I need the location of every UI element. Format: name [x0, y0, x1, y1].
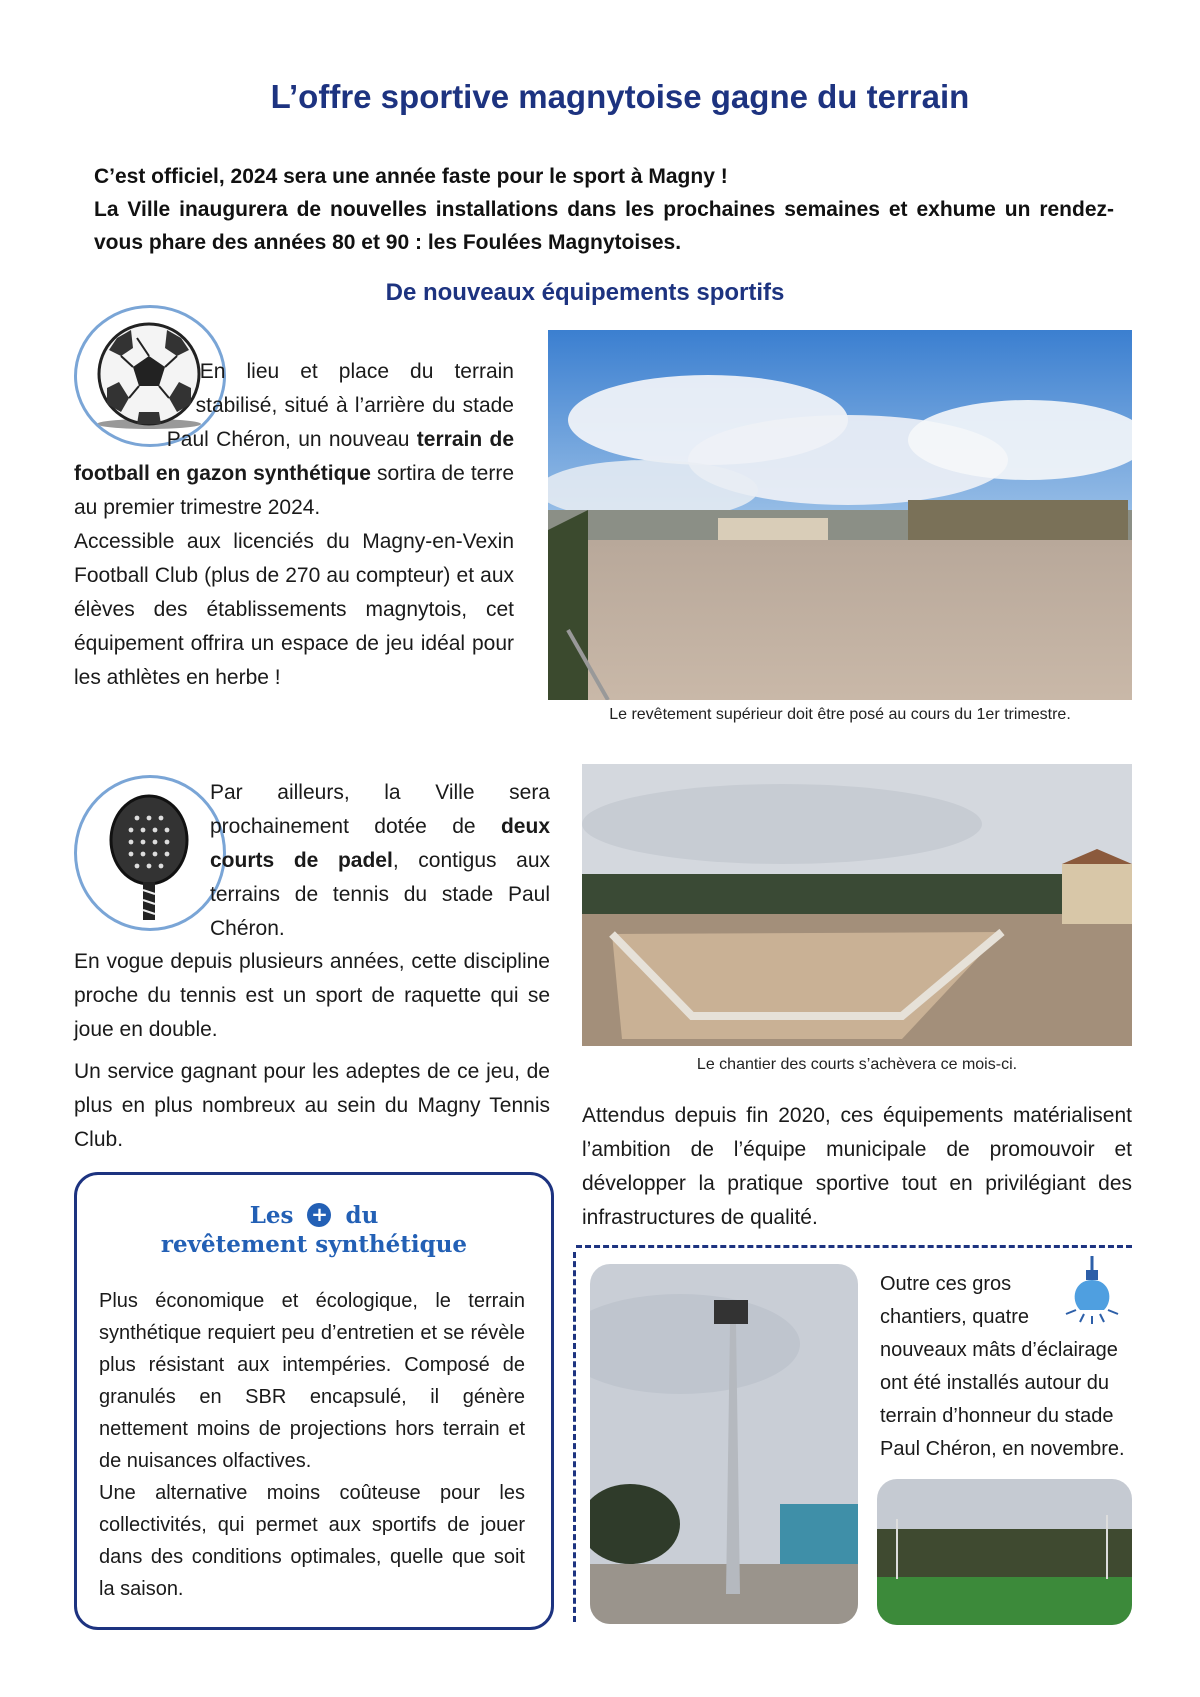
intro-line-1: C’est officiel, 2024 sera une année faste pour le sport à Magny ! — [94, 165, 728, 188]
box-text-2: Une alternative moins coûteuse pour les collectivités, qui permet aux sportifs de jouer dans des conditions optimales, quelle que soit la saison. — [99, 1482, 525, 1600]
padel-courts-photo — [582, 764, 1132, 1046]
padel-racket-icon — [74, 775, 226, 931]
padel-text-bold: deux courts de padel — [210, 815, 550, 872]
synthetic-surface-box — [74, 1172, 554, 1630]
dashed-divider-vertical — [573, 1252, 576, 1622]
ambition-text — [582, 1099, 1132, 1235]
box-title-prefix: Les — [249, 1202, 294, 1229]
lighting-text-para: Outre ces gros chantiers, quatre nouveaux mâts d’éclairage ont été installés autour du terrain d’honneur du stade Paul Chéron, en novembre. — [880, 1273, 1125, 1460]
football-text-2: Accessible aux licenciés du Magny-en-Vexin Football Club (plus de 270 au compteur) et aux élèves des établissements magnytois, cet équipement offrira un espace de jeu idéal pour les athlètes en herbe ! — [74, 530, 514, 689]
padel-text-3-para: Un service gagnant pour les adeptes de ce jeu, de plus en plus nombreux au sein du Magny Tennis Club. — [74, 1060, 550, 1151]
padel-text-end: , contigus aux terrains de tennis du stade Paul Chéron. — [210, 849, 550, 940]
football-field-photo — [548, 330, 1132, 700]
football-text-end: sortira de terre au premier trimestre 2024. — [74, 462, 515, 519]
football-text — [74, 355, 514, 695]
padel-text-2-para: En vogue depuis plusieurs années, cette discipline proche du tennis est un sport de raquette qui se joue en double. — [74, 950, 550, 1041]
football-text-bold: terrain de football en gazon synthétique — [74, 428, 514, 485]
section-title: De nouveaux équipements sportifs — [385, 279, 785, 306]
padel-text — [210, 776, 550, 946]
stadium-field-photo — [877, 1479, 1132, 1625]
box-text — [99, 1285, 525, 1605]
padel-photo-caption: Le chantier des courts s’achèvera ce mois-ci. — [696, 1056, 1018, 1073]
page-title: L’offre sportive magnytoise gagne du terrain — [270, 78, 970, 115]
ambition-text-para: Attendus depuis fin 2020, ces équipements matérialisent l’ambition de l’équipe municipale de promouvoir et développer la pratique sportive tout en privilégiant des infrastructures de qualité. — [582, 1104, 1132, 1229]
box-title-suffix: du — [345, 1202, 379, 1229]
plus-icon: + — [307, 1203, 331, 1227]
dashed-divider-horizontal — [576, 1245, 1132, 1248]
padel-text-start: Par ailleurs, la Ville sera prochainement dotée de — [210, 781, 550, 838]
lighting-mast-photo — [590, 1264, 858, 1624]
padel-text-2 — [74, 945, 550, 1157]
intro-line-2: La Ville inaugurera de nouvelles installations dans les prochaines semaines et exhume un rendez-vous phare des années 80 et 90 : les Foulées Magnytoises. — [94, 198, 1114, 254]
light-bulb-icon — [1060, 1256, 1124, 1326]
football-photo-caption: Le revêtement supérieur doit être posé au cours du 1er trimestre. — [609, 706, 1071, 723]
football-text-start: En lieu et place du terrain stabilisé, situé à l’arrière du stade Paul Chéron, un nouveau — [166, 360, 514, 451]
box-title-line-2: revêtement synthétique — [160, 1231, 468, 1258]
intro — [94, 160, 1114, 259]
box-title — [77, 1201, 551, 1259]
box-text-1: Plus économique et écologique, le terrain synthétique requiert peu d’entretien et se révèle plus résistant aux intempéries. Composé de granulés en SBR encapsulé, il génère nettement moins de projections hors terrain et de nuisances olfactives. — [99, 1290, 525, 1472]
